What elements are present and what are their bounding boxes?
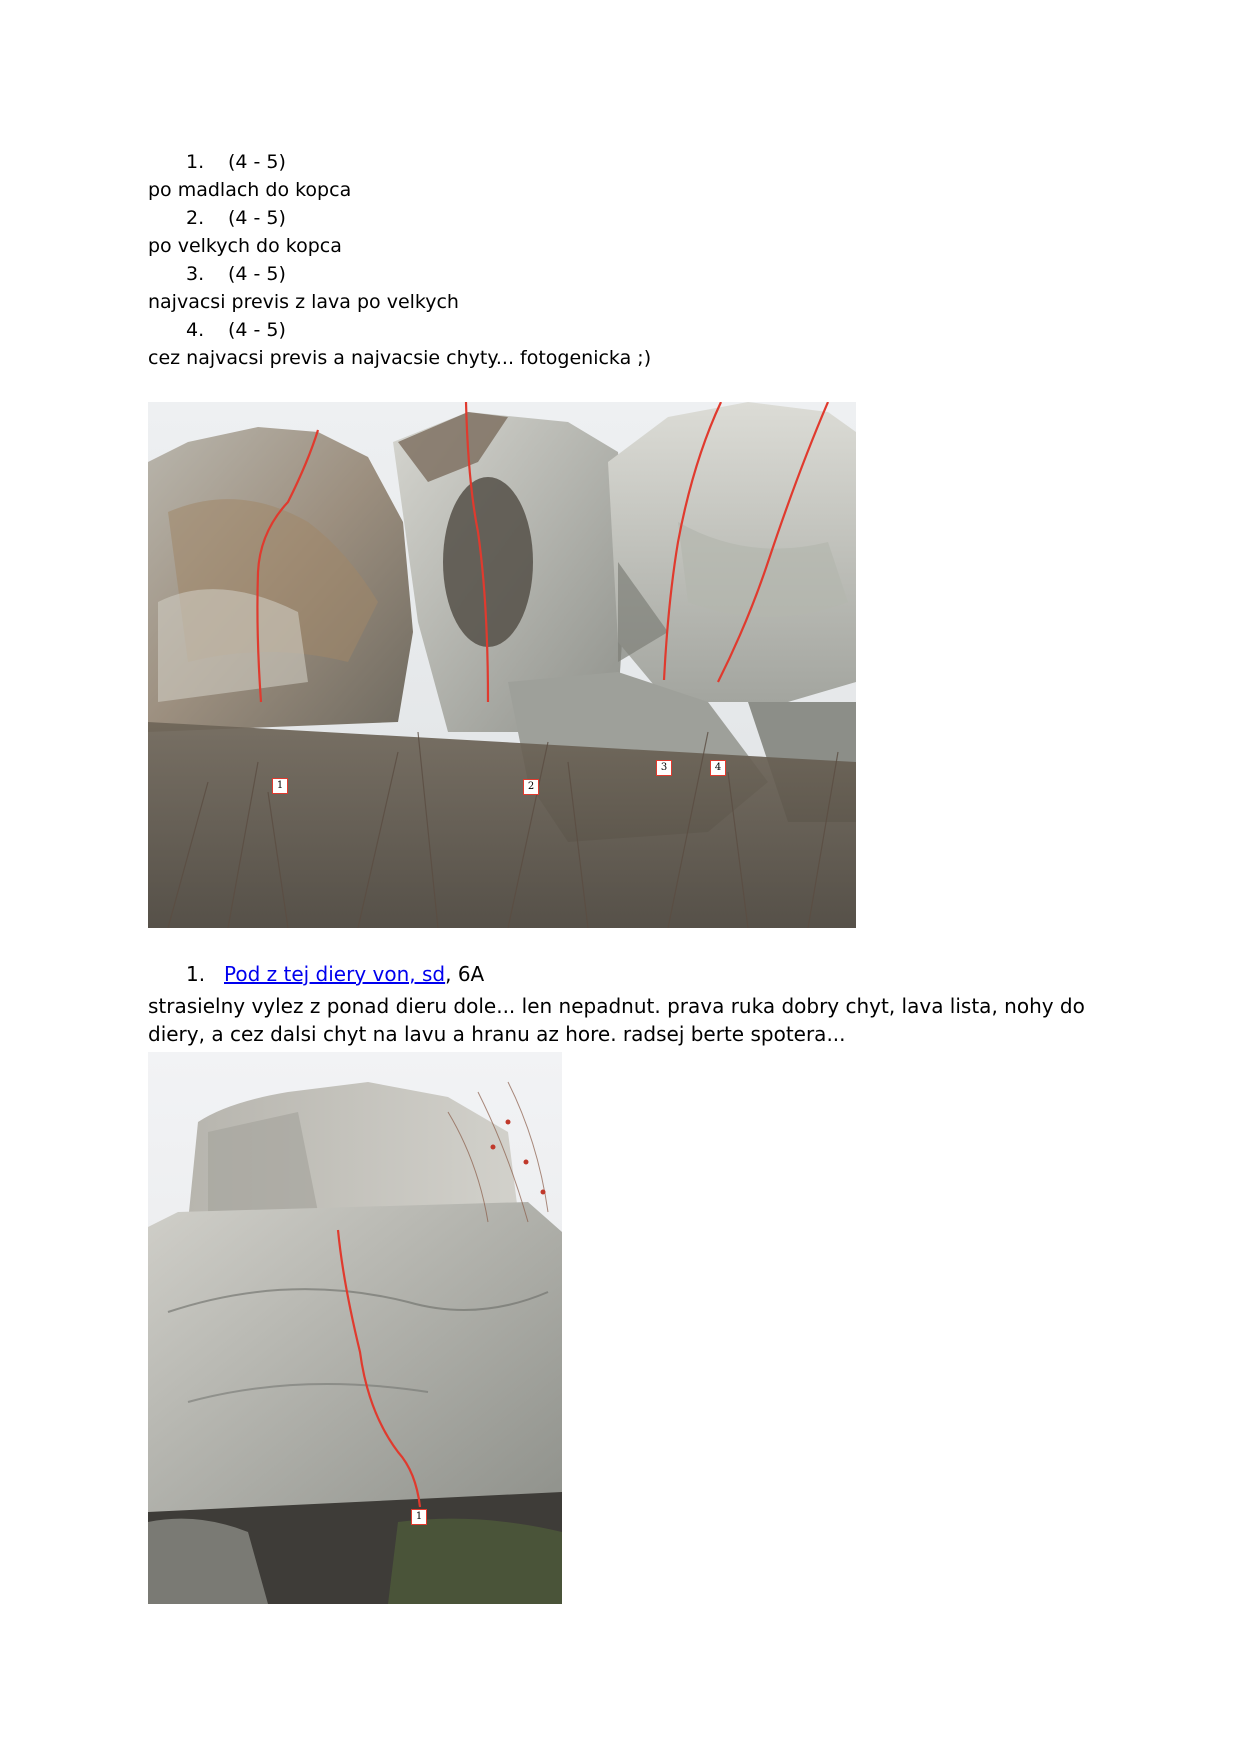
boulder-photo-1-image [148, 402, 856, 928]
route-3-description: najvacsi previs z lava po velkych [148, 291, 459, 313]
route-marker-second-1: 1 [411, 1509, 427, 1525]
route-1-grade: (4 - 5) [228, 151, 286, 173]
route-3-grade: (4 - 5) [228, 263, 286, 285]
route-4-grade: (4 - 5) [228, 319, 286, 341]
route-second-grade: , 6A [445, 962, 485, 986]
route-marker-2: 2 [523, 779, 539, 795]
route-2-description: po velkych do kopca [148, 235, 342, 257]
route-second-title [224, 962, 484, 986]
route-second-description: strasielny vylez z ponad dieru dole... len nepadnut. prava ruka dobry chyt, lava lista, nohy do diery, a cez dalsi chyt na lavu a hranu az hore. radsej berte spotera... [148, 994, 1085, 1046]
route-1-number: 1. [186, 151, 205, 173]
route-marker-1: 1 [272, 778, 288, 794]
route-4-description: cez najvacsi previs a najvacsie chyty... fotogenicka ;) [148, 347, 652, 369]
boulder-photo-2 [148, 1052, 562, 1604]
boulder-photo-2-image [148, 1052, 562, 1604]
route-1-description: po madlach do kopca [148, 179, 352, 201]
boulder-photo-1 [148, 402, 856, 928]
route-marker-3: 3 [656, 760, 672, 776]
route-3-number: 3. [186, 263, 205, 285]
route-marker-4: 4 [710, 760, 726, 776]
route-2-grade: (4 - 5) [228, 207, 286, 229]
route-4-number: 4. [186, 319, 205, 341]
route-second-number: 1. [186, 962, 206, 986]
route-second-link[interactable]: Pod z tej diery von, sd [224, 962, 446, 986]
route-2-number: 2. [186, 207, 205, 229]
